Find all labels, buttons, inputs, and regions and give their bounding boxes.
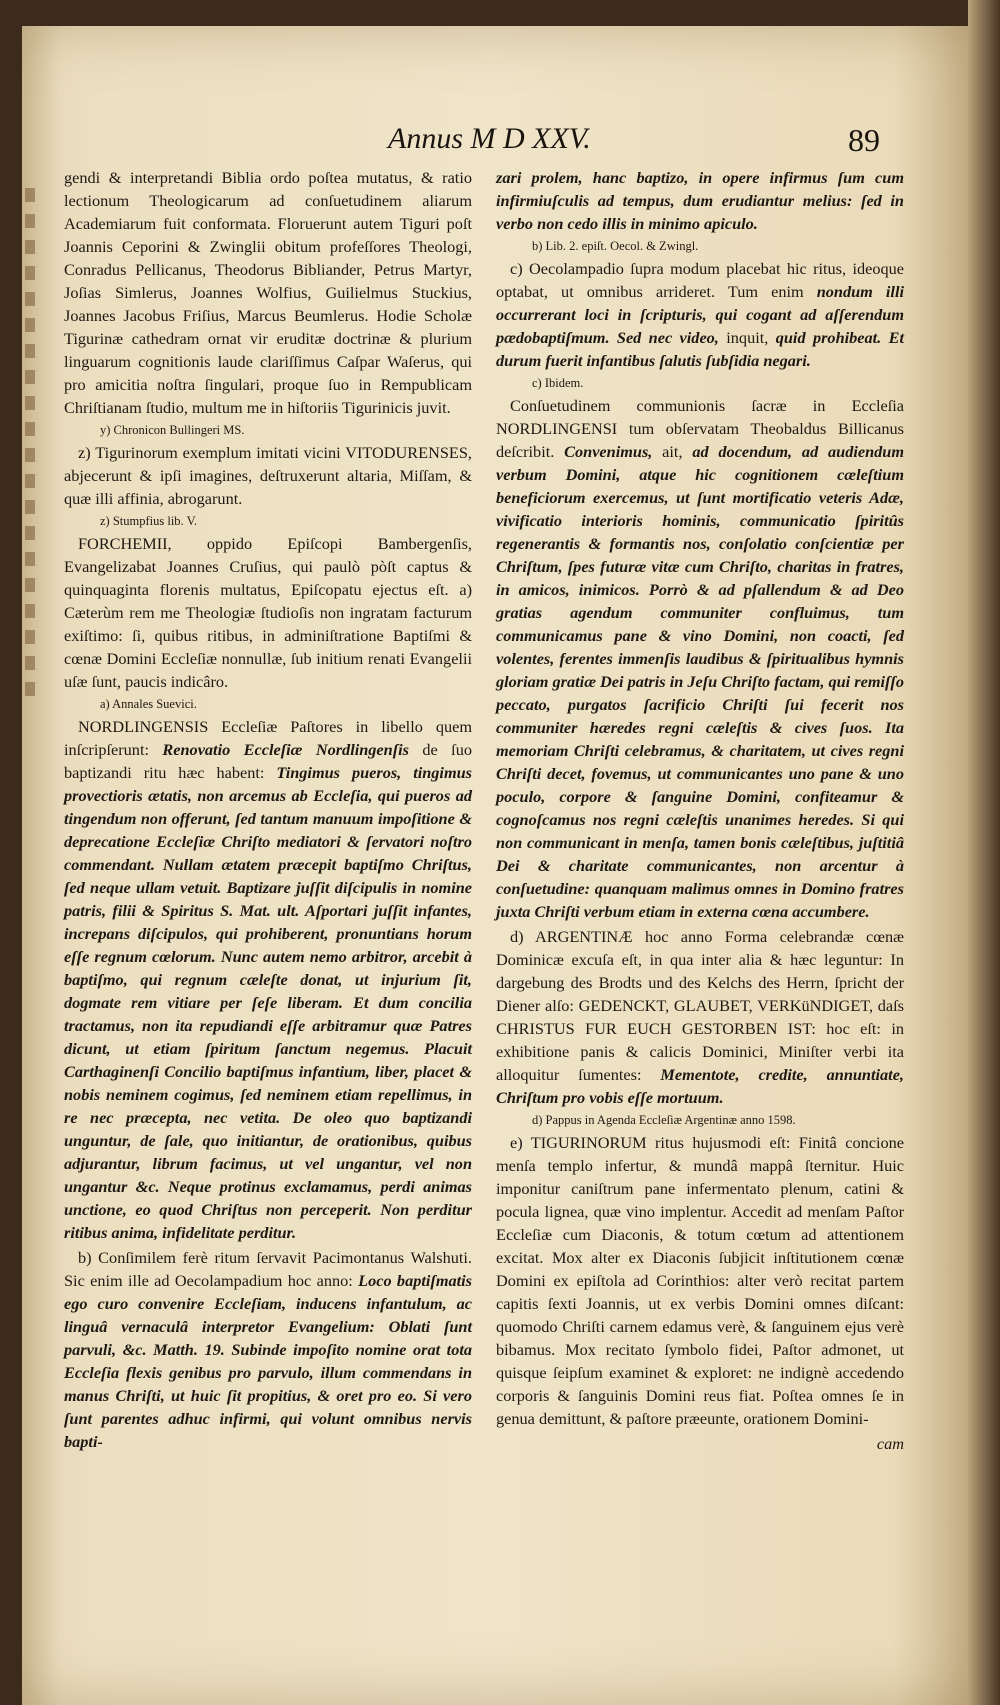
pacimontanus-intro: b) Conſimilem ferè ritum ſervavit Pacimontanus Walshuti. Sic enim ille ad Oecolampadium hoc anno: (64, 1248, 472, 1290)
continuation-quote: zari prolem, hanc baptizo, in opere infirmus ſum cum infirmiuſculis ad tempus, dum erudiantur melius: ſed in verbo non cedo illis in minimo apiculo. (496, 168, 904, 233)
argentina-quote: Mementote, credite, annuntiate, Chriſtum pro vobis eſſe mortuum. (496, 1065, 904, 1107)
footnote-y: y) Chronicon Bullingeri MS. (100, 423, 245, 437)
communion-quote-2: ad docendum, ad audiendum verbum Domini, atque hic cognitionem cæleſtium beneficiorum exercemus, ut ſunt mortificatio veteris Adæ, vivificatio interioris hominis, communicatio ſpiritûs regenerantis & formantis nos, conſolatio conſcientiæ per Chriſtum, ſpes futuræ vitæ cum Chriſto, charitas in fratres, in amicos, inimicos. Porrò & ad pſallendum & ad Deo gratias agendum communiter confluimus, tum communicamus pane & vino Domini, non coacti, ſed volentes, ferentes immenſis laudibus & ſpiritualibus hymnis gloriam gratiæ Dei patris in Jeſu Chriſto factam, qui remiſſo peccato, purgatos ſacrificio Chriſti ſui fecerit nos communiter hæredes regni cæleſtis & cives ſuos. Ita memoriam Chriſti celebramus, & charitatem, ut cives regni Chriſti decet, fovemus, ut communicantes uno pane & uno poculo, corpore & ſanguine Domini, confiteamur & cognoſcamus nos regni cæleſtis unanimes heredes. Si qui non communicant in menſa, tamen bonis cæleſtibus, juſtitiâ Dei & charitate communicantes, non arcentur à conſuetudine: quanquam malimus omnes in Domino fratres juxta Chriſti verbum etiam in externa cœna accumbere. (496, 442, 905, 921)
communion-ait: ait, (662, 442, 683, 461)
footnote-z: z) Stumpfius lib. V. (100, 514, 198, 528)
footnote-c: c) Ibidem. (532, 376, 584, 390)
paragraph-oecolampadius (496, 257, 904, 372)
facing-page-edge (22, 176, 38, 776)
oecolampadius-quote-2: quid prohibeat. Et durum fuerit infantibus ſalutis ſubſidia negari. (496, 328, 904, 370)
paragraph-scholars: gendi & interpretandi Biblia ordo poſtea mutatus, & ratio lectionum Theologicarum ad conſuetudinem aliarum Academiarum fuit conformata. Floruerunt autem Tiguri poſt Joannis Ceporini & Zwinglii obitum profeſſores Theologi, Conradus Pellicanus, Theodorus Bibliander, Petrus Martyr, Joſias Simlerus, Joannes Wolfius, Guilielmus Stuckius, Joannes Jacobus Friſius, Marcus Beumlerus. Hodie Scholæ Tigurinæ cathedram ornat vir eruditæ doctrinæ & plurium linguarum cognitionis laude clariſſimus Caſpar Waſerus, qui pro amicitia noſtra ſingulari, proque ſuo in Rempublicam Chriſtianam ſtudio, multum me in hiſtoriis Tigurinicis juvit. (64, 168, 472, 417)
pacimontanus-quote: Loco baptiſmatis ego curo convenire Eccleſiam, inducens infantulum, ac linguâ vernaculâ interpretor Evangelium: Oblati ſunt parvuli, &c. Matth. 19. Subinde impoſito nomine orat tota Eccleſia flexis genibus pro parvulo, illum commendans in manus Chriſti, ut huic ſit propitius, & oret pro eo. Si vero ſunt parentes adhuc infirmi, qui volunt omnibus nervis bapti- (64, 1271, 473, 1451)
paragraph-continuation (496, 166, 904, 235)
left-column (64, 166, 472, 1455)
page-number: 89 (848, 122, 880, 158)
running-head: Annus M D XXV. (388, 122, 591, 155)
right-column (496, 166, 904, 1455)
nordlingen-mid: de ſuo baptizandi ritu hæc habent: (64, 740, 472, 782)
footnote-d: d) Pappus in Agenda Eccleſiæ Argentinæ anno 1598. (532, 1113, 796, 1127)
oecolampadius-inquit: inquit, (726, 328, 769, 347)
paragraph-argentina (496, 925, 904, 1109)
footnote-b: b) Lib. 2. epiſt. Oecol. & Zwingl. (532, 239, 699, 253)
page-edge-shadow (968, 0, 1000, 1705)
paragraph-nordlingen-baptism (64, 715, 472, 1244)
oecolampadius-intro: c) Oecolampadio ſupra modum placebat hic ritus, ideoque optabat, ut omnibus arrideret. Tum enim (496, 259, 904, 301)
catchword: cam (876, 1434, 904, 1453)
nordlingen-intro: NORDLINGENSIS Eccleſiæ Paſtores in libello quem inſcripſerunt: (64, 717, 472, 759)
communion-intro: Conſuetudinem communionis ſacræ in Eccleſia NORDLINGENSI tum obſervatam Theobaldus Billicanus deſcribit. (496, 396, 904, 461)
book-page (22, 26, 968, 1705)
nordlingen-quote: Tingimus pueros, tingimus provectioris ætatis, non arcemus ab Eccleſia, qui pueros ad tingendum non offerunt, ſed tantum manuum impoſitione & deprecatione Eccleſiæ Chriſto mediatori & ſervatori noſtro commendant. Nullam ætatem præcepit baptiſmo Chriſtus, ſed neque ullam vetuit. Baptizare juſſit diſcipulis in nomine patris, filii & Spiritus S. Mat. ult. Aſportari juſſit infantes, increpans diſcipulos, qui prohiberent, pronuntians horum eſſe regnum cœlorum. Nunc autem nemo arbitror, arcebit à baptiſmo, qui regnum cæleſte donat, ut injurium ſit, dogmate rem vitiare per ſeſe liberam. Et dum concilia tractamus, non ita repudiandi eſſe arbitramur quæ Patres dicunt, ut etiam ſpiritum ſanctum negemus. Placuit Carthaginenſi Concilio baptiſmus infantium, liber, placet & nobis neminem cogimus, ſed neminem etiam repellimus, in re nec præcepta, nec vetita. De oleo quo baptizandi unguntur, de ſale, quo initiantur, de orationibus, quibus adjurantur, librum facimus, ut vel ungantur, vel non ungantur &c. Neque protinus exclamamus, perdi animas unctione, eo quod Chriſtus non perceperit. Non perditur ritibus anima, infidelitate perditur. (64, 763, 473, 1242)
paragraph-communion (496, 394, 904, 923)
paragraph-forchemii: FORCHEMII, oppido Epiſcopi Bambergenſis, Evangelizabat Joannes Cruſius, qui paulò pòſt captus & quinquaginta florenis multatus, Epiſcopatu ejectus eſt. a) Cæterùm rem me Theologiæ ſtudioſis non ingratam facturum exiſtimo: ſi, quibus ritibus, in adminiſtratione Baptiſmi & cœnæ Domini Eccleſiæ nonnullæ, ſub initium renati Evangelii uſæ ſunt, paucis indicâro. (64, 534, 472, 691)
footnote-a: a) Annales Suevici. (100, 697, 197, 711)
oecolampadius-quote: nondum illi occurrerant loci in ſcripturis, qui cogant ad aſſerendum pædobaptiſmum. Sed nec video, (496, 282, 904, 347)
paragraph-vitodurenses: z) Tigurinorum exemplum imitati vicini VITODURENSES, abjecerunt & ipſi imagines, deſtruxerunt altaria, Miſſam, & quæ illi affinia, abrogarunt. (64, 443, 472, 508)
book-title-renovatio: Renovatio Eccleſiæ Nordlingenſis (162, 740, 409, 759)
argentina-intro: d) ARGENTINÆ hoc anno Forma celebrandæ cœnæ Dominicæ excuſa eſt, in qua inter alia & hæc leguntur: In dargebung des Brodts und des Kelchs des Herrn, ſpricht der Diener alſo: GEDENCKT, GLAUBET, VERKüNDIGET, daſs CHRISTUS FUR EUCH GESTORBEN IST: hoc eſt: in exhibitione panis & calicis Dominici, Miniſter verbi ita alloquitur ſumentes: (496, 927, 904, 1084)
paragraph-pacimontanus (64, 1246, 472, 1453)
paragraph-tigurini: e) TIGURINORUM ritus hujusmodi eſt: Finitâ concione menſa templo infertur, & mundâ mappâ ſternitur. Huic imponitur caniſtrum pane infermentato plenum, catini & pocula lignea, quæ vino implentur. Accedit ad menſam Paſtor Eccleſiæ cum Diaconis, & totum cœtum ad attentionem excitat. Mox alter ex Diaconis ſubjicit inſtitutionem cœnæ Domini ex epiſtola ad Corinthios: alter verò recitat partem capitis ſexti Joannis, ut ex verbis Domini omnes diſcant: quomodo Chriſti carnem edamus verè, & ſanguinem ejus verè bibamus. Mox recitato ſymbolo fidei, Paſtor admonet, ut quisque ſeipſum examinet & exploret: ne indignè accedendo corporis & ſanguinis Domini reus fiat. Poſtea omnes ſe in genua demittunt, & paſtore præeunte, orationem Domini- (496, 1133, 904, 1428)
communion-quote-1: Convenimus, (564, 442, 653, 461)
